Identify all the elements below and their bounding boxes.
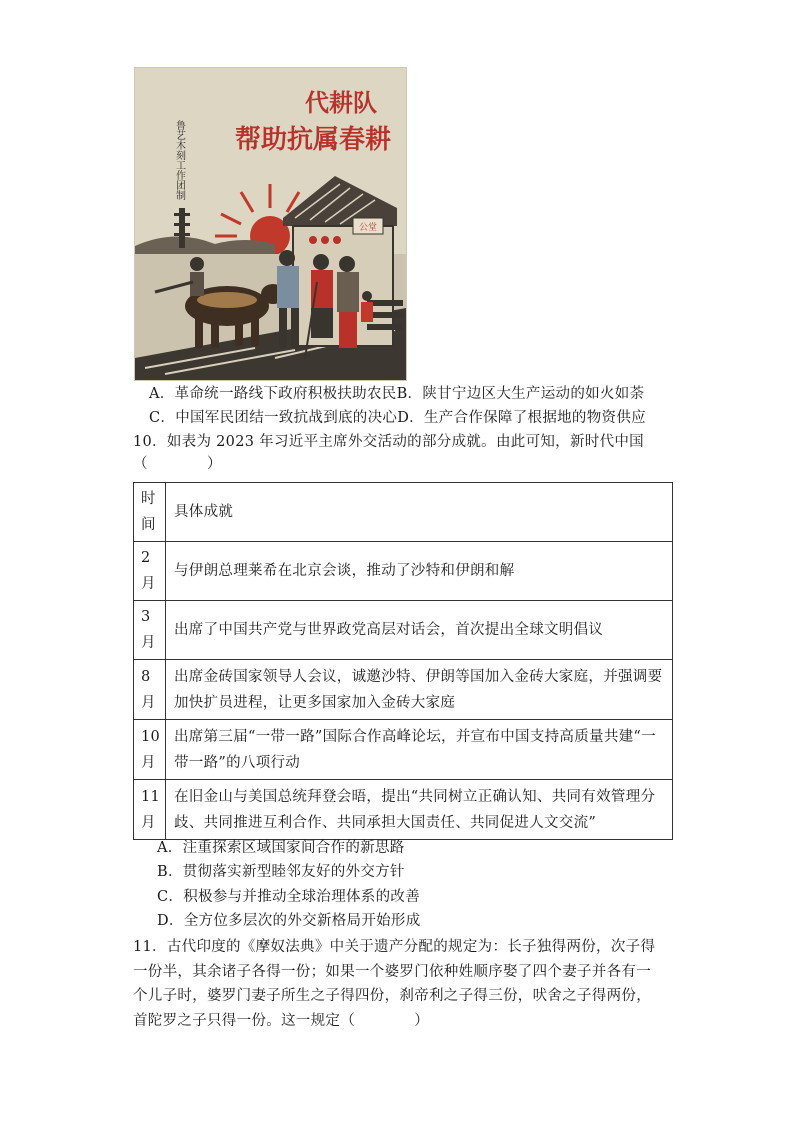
q11-line-4: 首陀罗之子只得一份。这一规定（ ） xyxy=(133,1012,429,1029)
woodcut-poster-image xyxy=(134,67,407,381)
table-cell-time: 10月 xyxy=(134,720,166,780)
table-cell-time: 8月 xyxy=(134,660,166,720)
table-row xyxy=(134,720,673,780)
q9-option-row-2 xyxy=(149,407,709,429)
poster-title-line1: 代耕队 xyxy=(305,89,377,117)
q10-option-b: B．贯彻落实新型睦邻友好的外交方针 xyxy=(157,864,405,880)
table-row xyxy=(134,542,673,601)
q10-stem-line1: 10．如表为 2023 年习近平主席外交活动的部分成就。由此可知，新时代中国 xyxy=(133,434,644,450)
q10-option-c: C．积极参与并推动全球治理体系的改善 xyxy=(157,889,420,905)
table-cell-time: 3月 xyxy=(134,601,166,660)
table-cell-detail: 出席了中国共产党与世界政党高层对话会，首次提出全球文明倡议 xyxy=(166,601,673,660)
q10-table xyxy=(133,482,673,840)
table-cell-detail: 出席金砖国家领导人会议，诚邀沙特、伊朗等国加入金砖大家庭，并强调要加快扩员进程，让更多国家加入金砖大家庭 xyxy=(166,660,673,720)
poster-title-line2: 帮助抗属春耕 xyxy=(234,125,391,155)
table-cell-detail: 与伊朗总理莱希在北京会谈，推动了沙特和伊朗和解 xyxy=(166,542,673,601)
poster-door-tag: 公堂 xyxy=(358,223,378,233)
q10-stem xyxy=(133,431,693,475)
table-header-time: 时间 xyxy=(134,483,166,542)
q10-option-d: D．全方位多层次的外交新格局开始形成 xyxy=(157,913,421,929)
q9-option-c: C．中国军民团结一致抗战到底的决心 xyxy=(149,410,398,426)
q11-line-3: 个儿子时，婆罗门妻子所生之子得四份，刹帝利之子得三份，吠舍之子得两份， xyxy=(133,988,651,1004)
q10-stem-line2: （ ） xyxy=(133,456,222,472)
q9-option-a: A．革命统一路线下政府积极扶助农民 xyxy=(149,386,397,402)
table-cell-time: 2月 xyxy=(134,542,166,601)
table-row xyxy=(134,660,673,720)
table-header-row xyxy=(134,483,673,542)
q11-line-2: 一份半，其余诸子各得一份；如果一个婆罗门依种姓顺序娶了四个妻子并各有一 xyxy=(133,963,651,980)
poster-side-text: 鲁艺木刻工作团制 xyxy=(173,120,185,200)
q9-option-row-1 xyxy=(149,383,709,405)
woodcut-illustration xyxy=(135,68,406,380)
q11-line-1: 11．古代印度的《摩奴法典》中关于遗产分配的规定为：长子独得两份，次子得 xyxy=(133,939,656,955)
table-cell-detail: 出席第三届“一带一路”国际合作高峰论坛，并宣布中国支持高质量共建“一带一路”的八项行动 xyxy=(166,720,673,780)
q10-option-a: A．注重探索区域国家间合作的新思路 xyxy=(157,840,405,856)
q11-stem xyxy=(133,935,693,1033)
table-cell-detail: 在旧金山与美国总统拜登会晤，提出“共同树立正确认知、共同有效管理分歧、共同推进互利合作、共同承担大国责任、共同促进人文交流” xyxy=(166,780,673,840)
table-row xyxy=(134,780,673,840)
q9-option-b: B．陕甘宁边区大生产运动的如火如荼 xyxy=(396,386,645,402)
table-header-detail: 具体成就 xyxy=(166,483,673,542)
q9-option-d: D．生产合作保障了根据地的物资供应 xyxy=(397,410,646,426)
table-row xyxy=(134,601,673,660)
table-cell-time: 11月 xyxy=(134,780,166,840)
